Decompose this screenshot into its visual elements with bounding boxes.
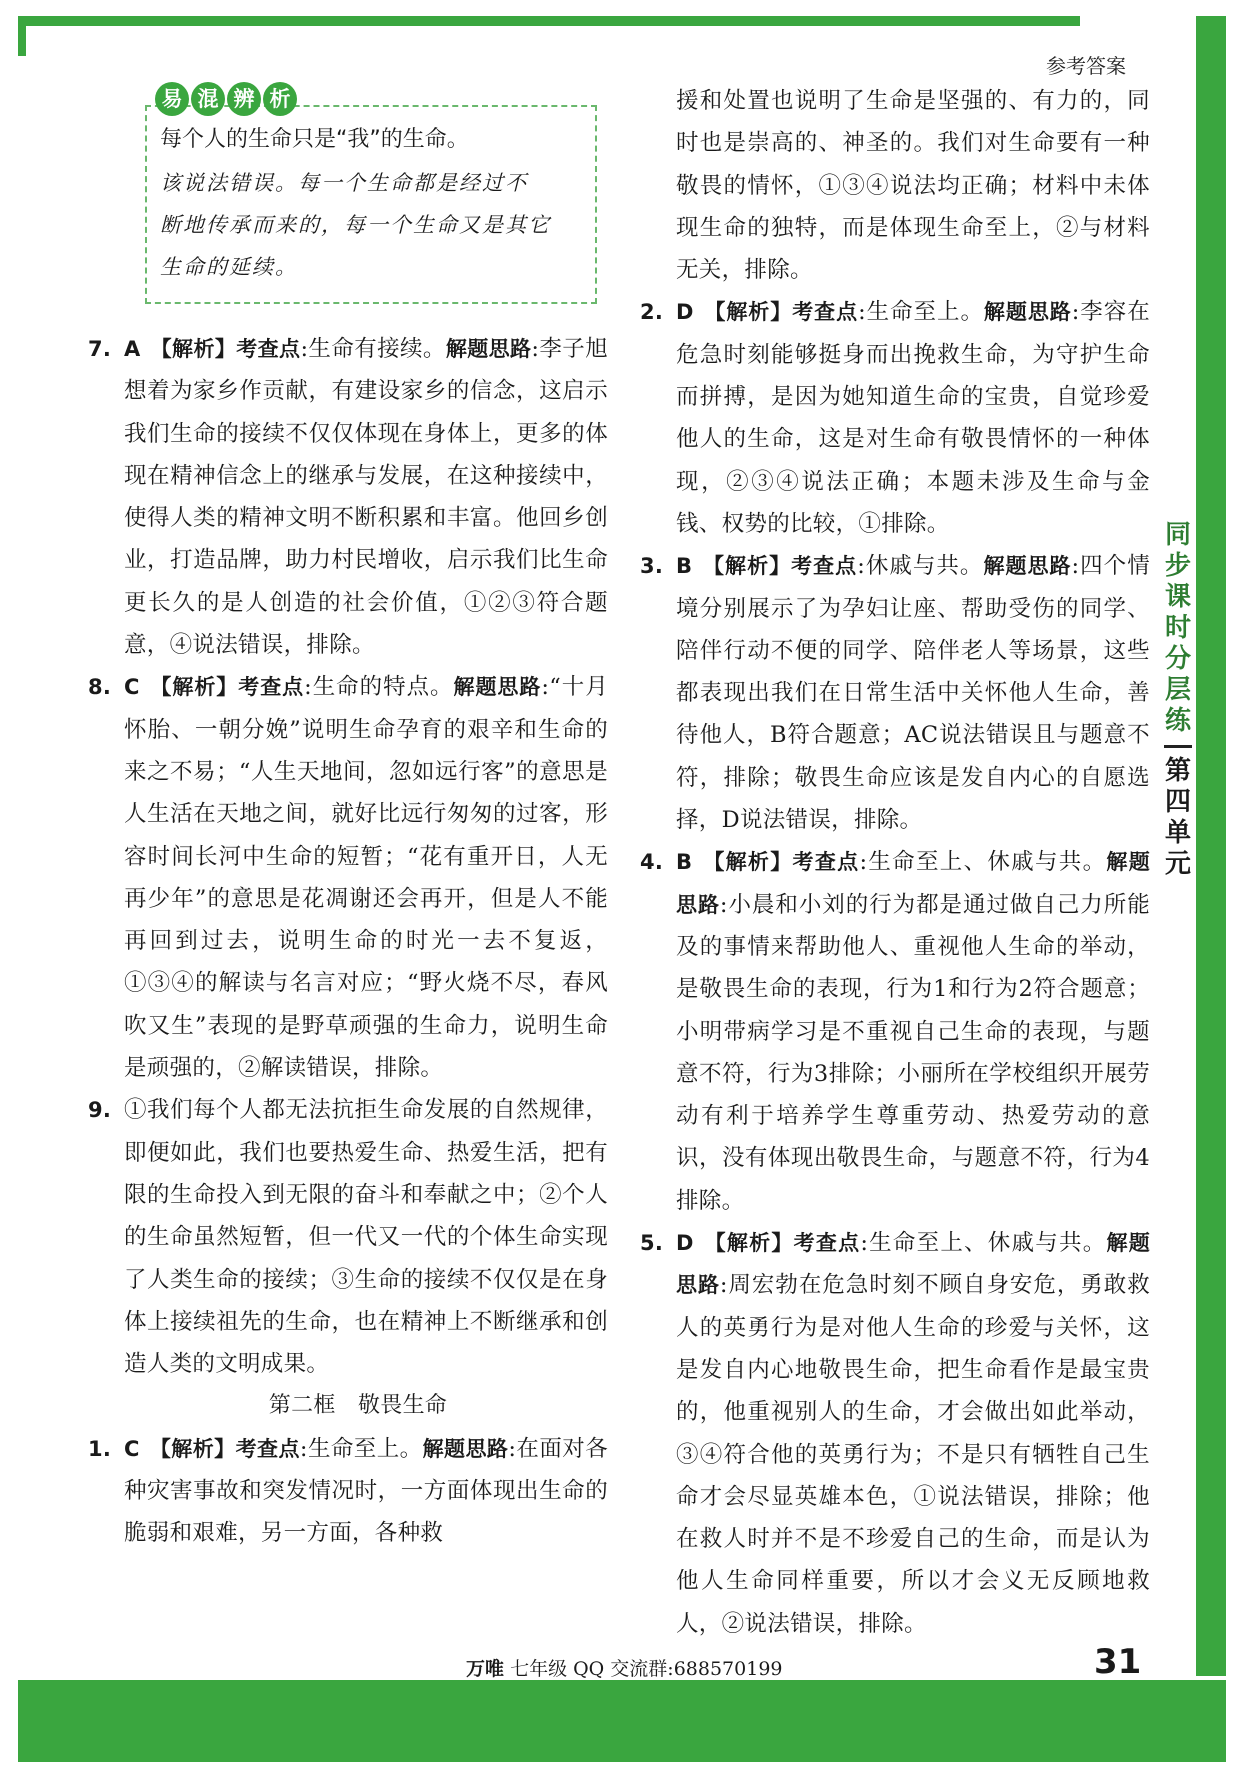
hint-line: 断地传承而来的，每一个生命又是其它 (160, 213, 551, 237)
item-tag: 【解析】 (702, 554, 792, 579)
footer-text (466, 1654, 783, 1681)
page-frame-left (18, 16, 26, 56)
side-tab-divider (1164, 745, 1192, 748)
item-answer: C (124, 1436, 140, 1461)
item-key1: 考查点 (793, 1231, 861, 1256)
item-value1: :生命至上、休戚与共。 (860, 1230, 1107, 1257)
side-tab-unit (1160, 756, 1196, 880)
item-number: 5. (640, 1231, 664, 1256)
item-tag: 【解析】 (702, 850, 793, 875)
page-header-label: 参考答案 (1046, 54, 1126, 78)
hint-tag: 辨 (227, 82, 261, 116)
item-tag: 【解析】 (149, 1436, 236, 1461)
item-value1: :生命至上。 (299, 1435, 423, 1462)
side-char: 四 (1164, 787, 1191, 817)
item-answer: B (676, 850, 693, 875)
answer-item-4 (640, 841, 1150, 1222)
hint-explanation (160, 162, 580, 288)
side-char: 练 (1164, 706, 1191, 736)
item-value1: :生命至上、休戚与共。 (859, 849, 1107, 876)
side-char: 第 (1164, 756, 1191, 786)
item-text: 李子旭想着为家乡作贡献，有建设家乡的信念，这启示我们生命的接续不仅仅体现在身体上，更多的体现在精神信念上的继承与发展，在这种接续中，使得人类的精神文明不断积累和丰富。他回乡创业，打造品牌，助力村民增收，启示我们比生命更长久的是人创造的社会价值，①②③符合题意，④说法错误，排除。 (124, 336, 609, 659)
page-number: 31 (1094, 1642, 1142, 1682)
right-column (640, 80, 1150, 1645)
item-text: 在面对各种灾害事故和突发情况时，一方面体现出生命的脆弱和艰难，另一方面，各种救 (124, 1435, 609, 1547)
footer-brand: 万唯 (466, 1658, 505, 1680)
hint-statement: 每个人的生命只是“我”的生命。 (160, 127, 469, 152)
hint-tag: 混 (191, 82, 225, 116)
side-char: 元 (1164, 849, 1191, 879)
hint-box-tags (155, 82, 297, 116)
item-answer: D (676, 300, 694, 325)
side-char: 层 (1164, 675, 1191, 705)
item-key2: 解题思路 (676, 1231, 1151, 1298)
item-number: 9. (88, 1098, 112, 1123)
item-answer: C (124, 675, 140, 700)
item-key1: 考查点 (792, 300, 859, 325)
answer-item-9 (88, 1089, 608, 1385)
item-tag: 【解析】 (150, 337, 237, 361)
hint-line: 该说法错误。每一个生命都是经过不 (160, 171, 528, 195)
item-value2: : (1071, 553, 1080, 580)
side-char: 分 (1164, 644, 1191, 674)
item-tag: 【解析】 (703, 1231, 794, 1256)
answer-item-7 (88, 328, 608, 666)
item-tag: 【解析】 (149, 675, 239, 700)
item-value2: : (719, 1272, 728, 1299)
page-frame-bottom (18, 1680, 1226, 1762)
item-value2: : (1071, 299, 1080, 326)
item-text: 李容在危急时刻能够挺身而出挽救生命，为守护生命而拼搏，是因为她知道生命的宝贵，自觉珍爱他人的生命，这是对生命有敬畏情怀的一种体现，②③④说法正确；本题未涉及生命与金钱、权势的比较，①排除。 (676, 299, 1151, 537)
page-frame-right (1196, 16, 1226, 1676)
answer-item-8 (88, 666, 608, 1089)
item-key2: 解题思路 (445, 337, 532, 361)
item-tag: 【解析】 (703, 300, 793, 325)
item-value2: : (531, 336, 540, 362)
item-text: “十月怀胎、一朝分娩”说明生命孕育的艰辛和生命的来之不易；“人生天地间，忽如远行客”的意思是人生活在天地之间，就好比远行匆匆的过客，形容时间长河中生命的短暂；“花有重开日，人无再少年”的意思是花凋谢还会再开，但是人不能再回到过去，说明生命的时光一去不复返，①③④的解读与名言对应；“野火烧不尽，春风吹又生”表现的是野草顽强的生命力，说明生命是顽强的，②解读错误，排除。 (124, 674, 609, 1082)
item-number: 8. (88, 675, 112, 700)
hint-tag: 析 (263, 82, 297, 116)
item-key2: 解题思路 (983, 300, 1072, 325)
section-title: 第二框 敬畏生命 (268, 1393, 448, 1419)
item-value1: :生命有接续。 (300, 336, 446, 362)
answer-item-1 (88, 1428, 608, 1555)
hint-tag: 易 (155, 82, 189, 116)
item-key1: 考查点 (791, 554, 858, 579)
side-char: 步 (1164, 551, 1191, 581)
side-tab-series (1160, 520, 1196, 737)
item-value2: : (719, 891, 728, 918)
item-value2: : (508, 1435, 517, 1462)
item-key1: 考查点 (792, 850, 860, 875)
item-key2: 解题思路 (453, 675, 542, 700)
item-text: 四个情境分别展示了为孕妇让座、帮助受伤的同学、陪伴行动不便的同学、陪伴老人等场景，这些都表现出我们在日常生活中关怀他人生命，善待他人，B符合题意；AC说法错误且与题意不符，排除；敬畏生命应该是发自内心的自愿选择，D说法错误，排除。 (676, 553, 1151, 834)
item-key1: 考查点 (236, 337, 301, 361)
item-key2: 解题思路 (676, 850, 1151, 917)
item-answer: A (124, 337, 141, 361)
item-value1: :生命的特点。 (304, 674, 454, 701)
answer-item-5 (640, 1222, 1150, 1645)
side-char: 时 (1164, 613, 1191, 643)
page-frame-top (18, 16, 1080, 26)
side-char: 同 (1164, 520, 1191, 550)
item-number: 2. (640, 300, 664, 325)
side-tab (1160, 520, 1196, 880)
item-value1: :休戚与共。 (857, 553, 984, 580)
side-char: 课 (1164, 582, 1191, 612)
item-number: 4. (640, 850, 664, 875)
answer-item-2 (640, 291, 1150, 545)
item-value1: :生命至上。 (858, 299, 984, 326)
item-key2: 解题思路 (983, 554, 1072, 579)
item-number: 3. (640, 554, 664, 579)
hint-line: 生命的延续。 (160, 255, 298, 279)
item-number: 7. (88, 337, 112, 361)
item-number: 1. (88, 1436, 112, 1461)
answer-item-1-continued (640, 80, 1150, 291)
answer-item-3 (640, 545, 1150, 841)
item-text: 小晨和小刘的行为都是通过做自己力所能及的事情来帮助他人、重视他人生命的举动，是敬畏生命的表现，行为1和行为2符合题意；小明带病学习是不重视自己生命的表现，与题意不符，行为3排除；小丽所在学校组织开展劳动有利于培养学生尊重劳动、热爱劳动的意识，没有体现出敬畏生命，与题意不符，行为4排除。 (676, 891, 1150, 1214)
item-text: 周宏勃在危急时刻不顾自身安危，勇敢救人的英勇行为是对他人生命的珍爱与关怀，这是发自内心地敬畏生命，把生命看作是最宝贵的，他重视别人的生命，才会做出如此举动，③④符合他的英勇行为；不是只有牺牲自己生命才会尽显英雄本色，①说法错误，排除；他在救人时并不是不珍爱自己的生命，而是认为他人生命同样重要，所以才会义无反顾地救人，②说法错误，排除。 (676, 1272, 1150, 1637)
side-char: 单 (1164, 818, 1191, 848)
item-text: ①我们每个人都无法抗拒生命发展的自然规律，即便如此，我们也要热爱生命、热爱生活，把有限的生命投入到无限的奋斗和奉献之中；②个人的生命虽然短暂，但一代又一代的个体生命实现了人类生命的接续；③生命的接续不仅仅是在身体上接续祖先的生命，也在精神上不断继承和创造人类的文明成果。 (124, 1097, 608, 1378)
item-answer: D (676, 1231, 694, 1256)
item-key1: 考查点 (238, 675, 305, 700)
item-key2: 解题思路 (422, 1436, 509, 1461)
left-column (88, 328, 608, 1555)
item-key1: 考查点 (235, 1436, 300, 1461)
item-text: 援和处置也说明了生命是坚强的、有力的，同时也是崇高的、神圣的。我们对生命要有一种敬畏的情怀，①③④说法均正确；材料中未体现生命的独特，而是体现生命至上，②与材料无关，排除。 (676, 88, 1150, 284)
item-answer: B (676, 554, 693, 579)
footer-qq-group: 七年级 QQ 交流群:688570199 (510, 1658, 783, 1680)
item-value2: : (541, 674, 550, 701)
